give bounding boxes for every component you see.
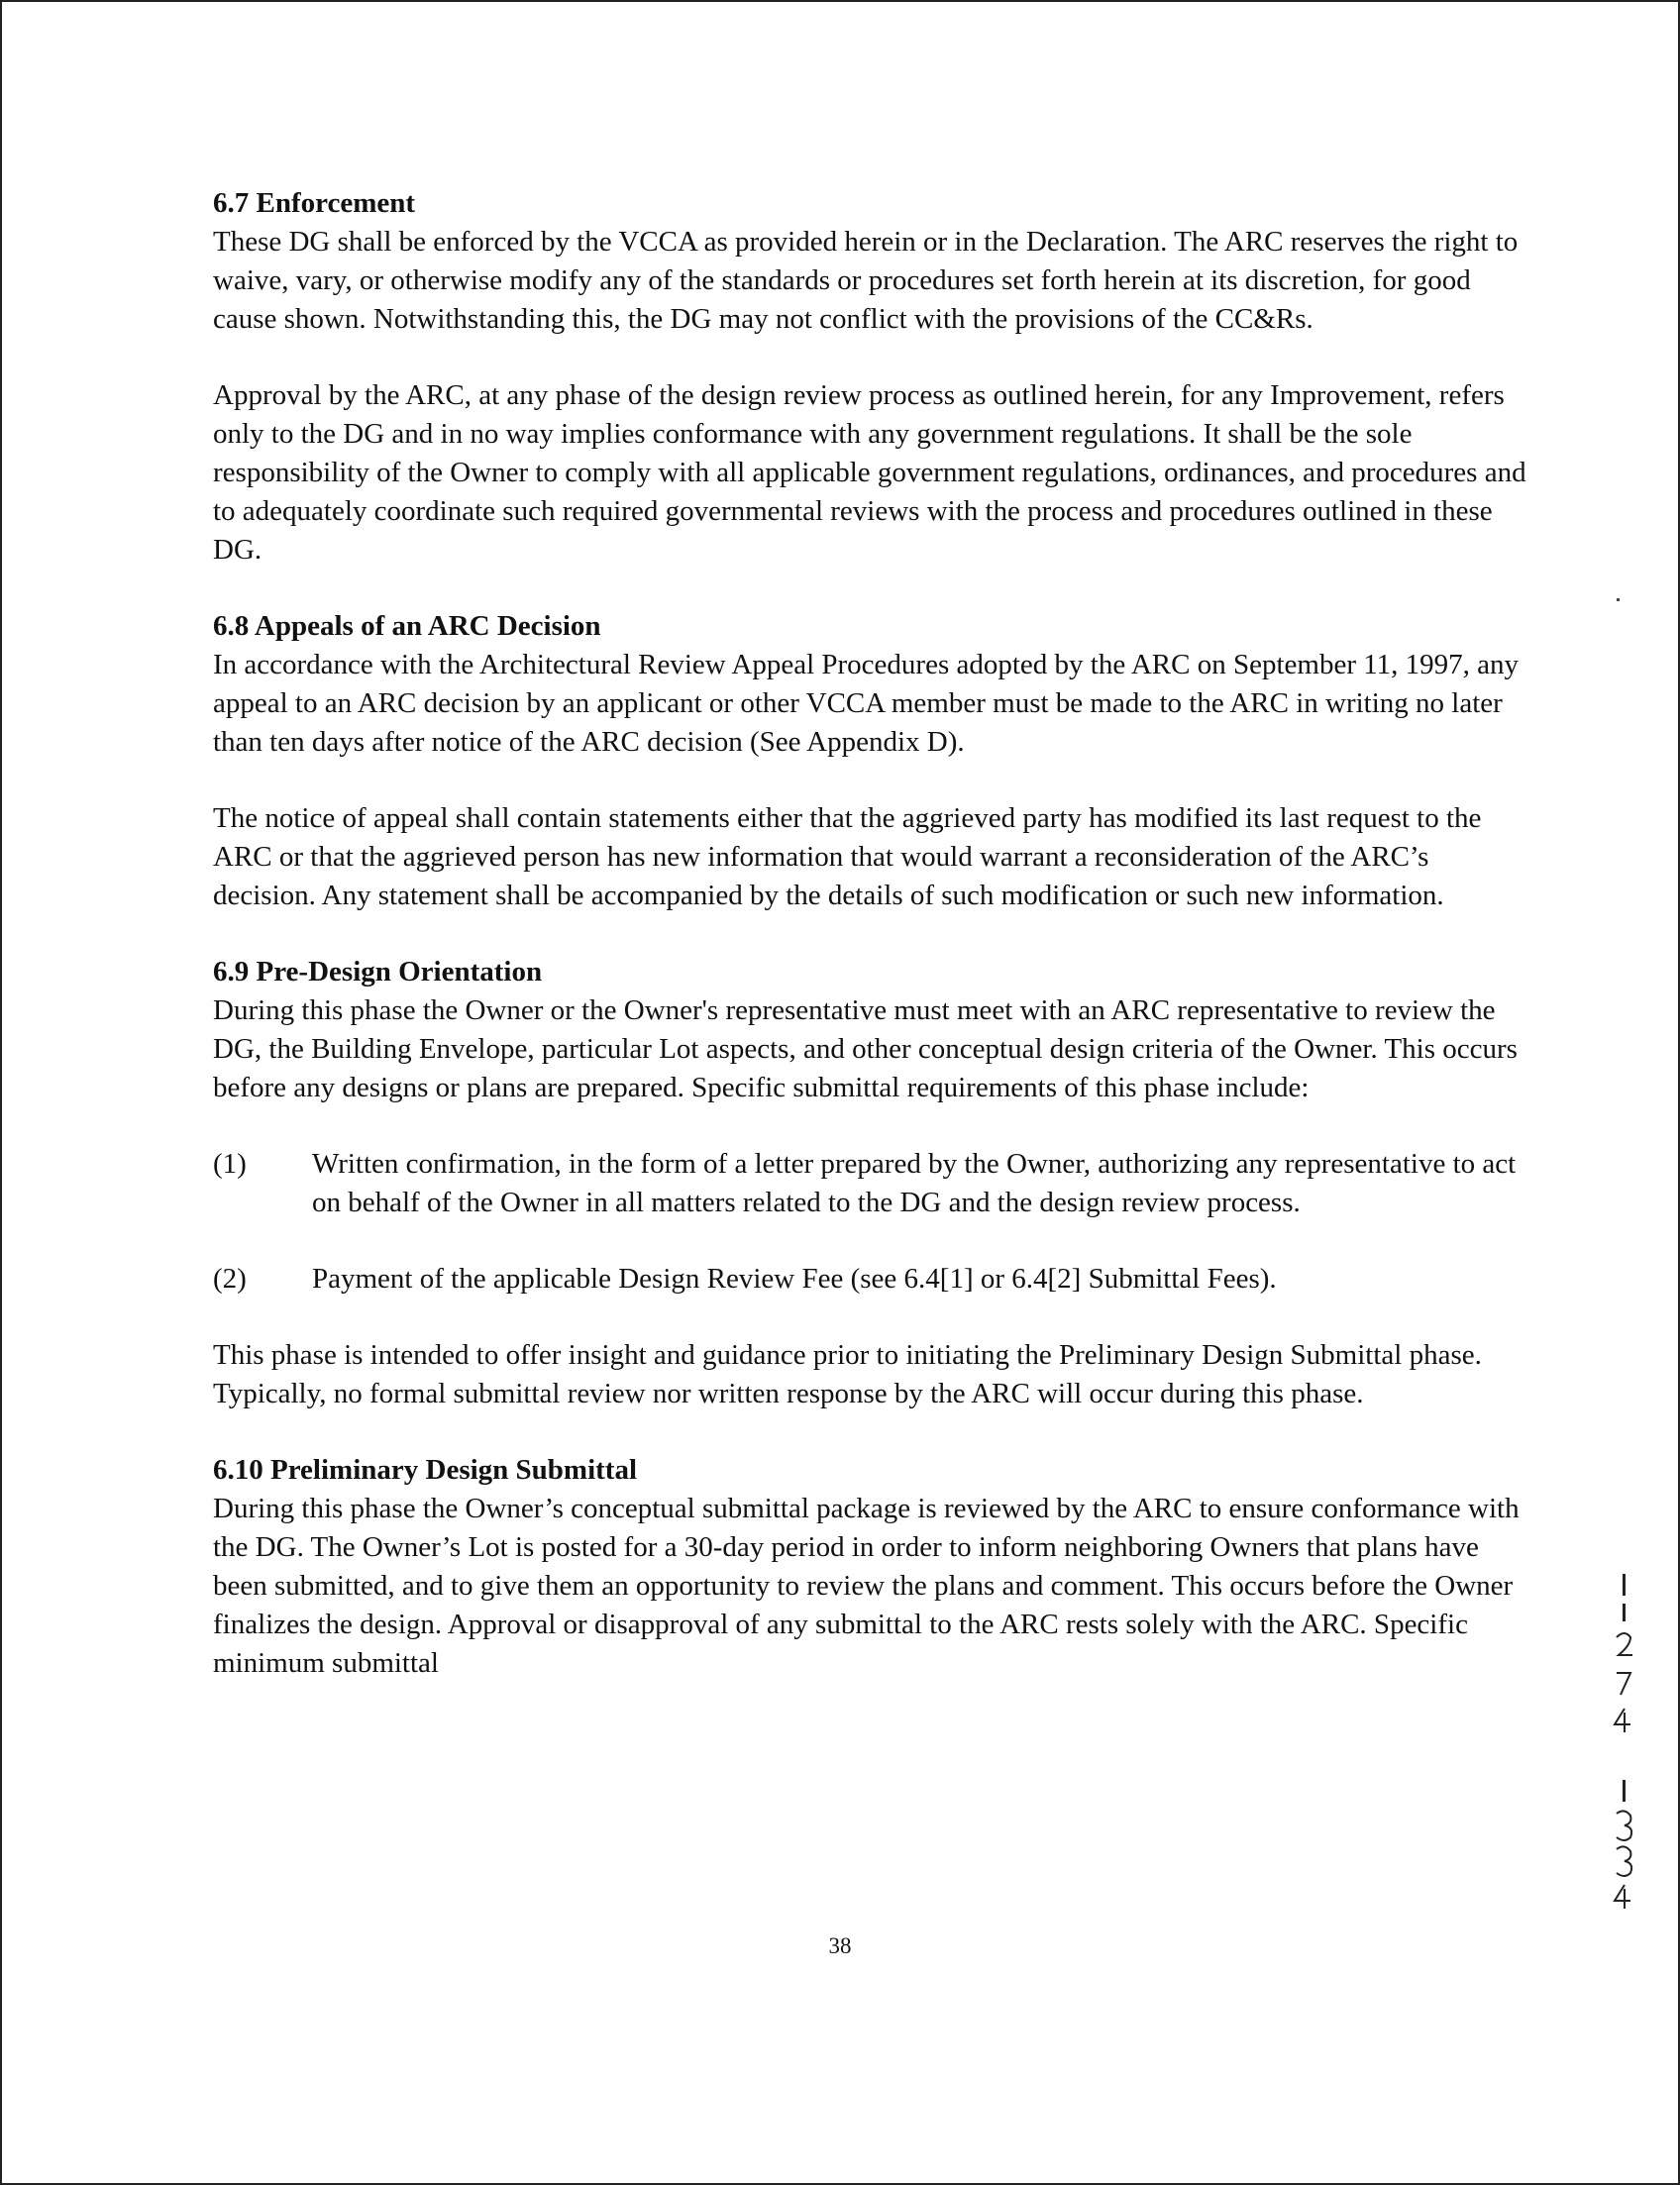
section-heading-6-10: 6.10 Preliminary Design Submittal <box>213 1454 638 1486</box>
section-6-9-paragraph-1: During this phase the Owner or the Owner's representative must meet with an ARC representative to review the DG, the Building Envelope, particular Lot aspects, and other conceptual design criteria of the Owner. This occurs before any designs or plans are prepared. Specific submittal requirements of this phase include: <box>213 994 1518 1103</box>
section-heading-6-8: 6.8 Appeals of an ARC Decision <box>213 610 601 642</box>
section-6-8-paragraph-1: In accordance with the Architectural Review Appeal Procedures adopted by the ARC on September 11, 1997, any appeal to an ARC decision by an applicant or other VCCA member must be made to the ARC in writing no later than ten days after notice of the ARC decision (See Appendix D). <box>213 649 1520 758</box>
margin-stamp-icon <box>1603 1570 1642 1926</box>
list-item <box>213 1260 1530 1299</box>
page-number: 38 <box>828 1933 852 1958</box>
scan-speck <box>1617 598 1620 601</box>
section-6-8 <box>213 607 1530 915</box>
section-6-8-paragraph-2: The notice of appeal shall contain statements either that the aggrieved party has modified its last request to the ARC or that the aggrieved person has new information that would warrant a reconsideration of the ARC’s decision. Any statement shall be accompanied by the details of such modification or such new information. <box>213 802 1482 911</box>
list-item-number: (1) <box>213 1148 247 1180</box>
list-item <box>213 1145 1530 1222</box>
section-6-7 <box>213 184 1530 570</box>
section-6-7-paragraph-1: These DG shall be enforced by the VCCA as provided herein or in the Declaration. The ARC reserves the right to waive, vary, or otherwise modify any of the standards or procedures set forth herein at its discretion, for good cause shown. Notwithstanding this, the DG may not conflict with the provisions of the CC&Rs. <box>213 226 1519 335</box>
list-item-text: Written confirmation, in the form of a letter prepared by the Owner, authorizing any representative to act on behalf of the Owner in all matters related to the DG and the design review process. <box>312 1148 1517 1218</box>
document-body <box>213 184 1530 1683</box>
list-item-number: (2) <box>213 1263 247 1295</box>
section-6-10 <box>213 1451 1530 1683</box>
section-heading-6-9: 6.9 Pre-Design Orientation <box>213 956 543 988</box>
section-6-10-paragraph-1: During this phase the Owner’s conceptual submittal package is reviewed by the ARC to ensure conformance with the DG. The Owner’s Lot is posted for a 30-day period in order to inform neighboring Owners that plans have been submitted, and to give them an opportunity to review the plans and comment. This occurs before the Owner finalizes the design. Approval or disapproval of any submittal to the ARC rests solely with the ARC. Specific minimum submittal <box>213 1493 1520 1679</box>
section-heading-6-7: 6.7 Enforcement <box>213 187 416 219</box>
section-6-9 <box>213 953 1530 1413</box>
list-item-text: Payment of the applicable Design Review Fee (see 6.4[1] or 6.4[2] Submittal Fees). <box>312 1263 1277 1295</box>
section-6-7-paragraph-2: Approval by the ARC, at any phase of the design review process as outlined herein, for any Improvement, refers only to the DG and in no way implies conformance with any government regulations. It shall be the sole responsibility of the Owner to comply with all applicable government regulations, ordinances, and procedures and to adequately coordinate such required governmental reviews with the process and procedures outlined in these DG. <box>213 379 1526 566</box>
section-6-9-paragraph-2: This phase is intended to offer insight and guidance prior to initiating the Preliminary Design Submittal phase. Typically, no formal submittal review nor written response by the ARC will occur during this phase. <box>213 1339 1482 1409</box>
